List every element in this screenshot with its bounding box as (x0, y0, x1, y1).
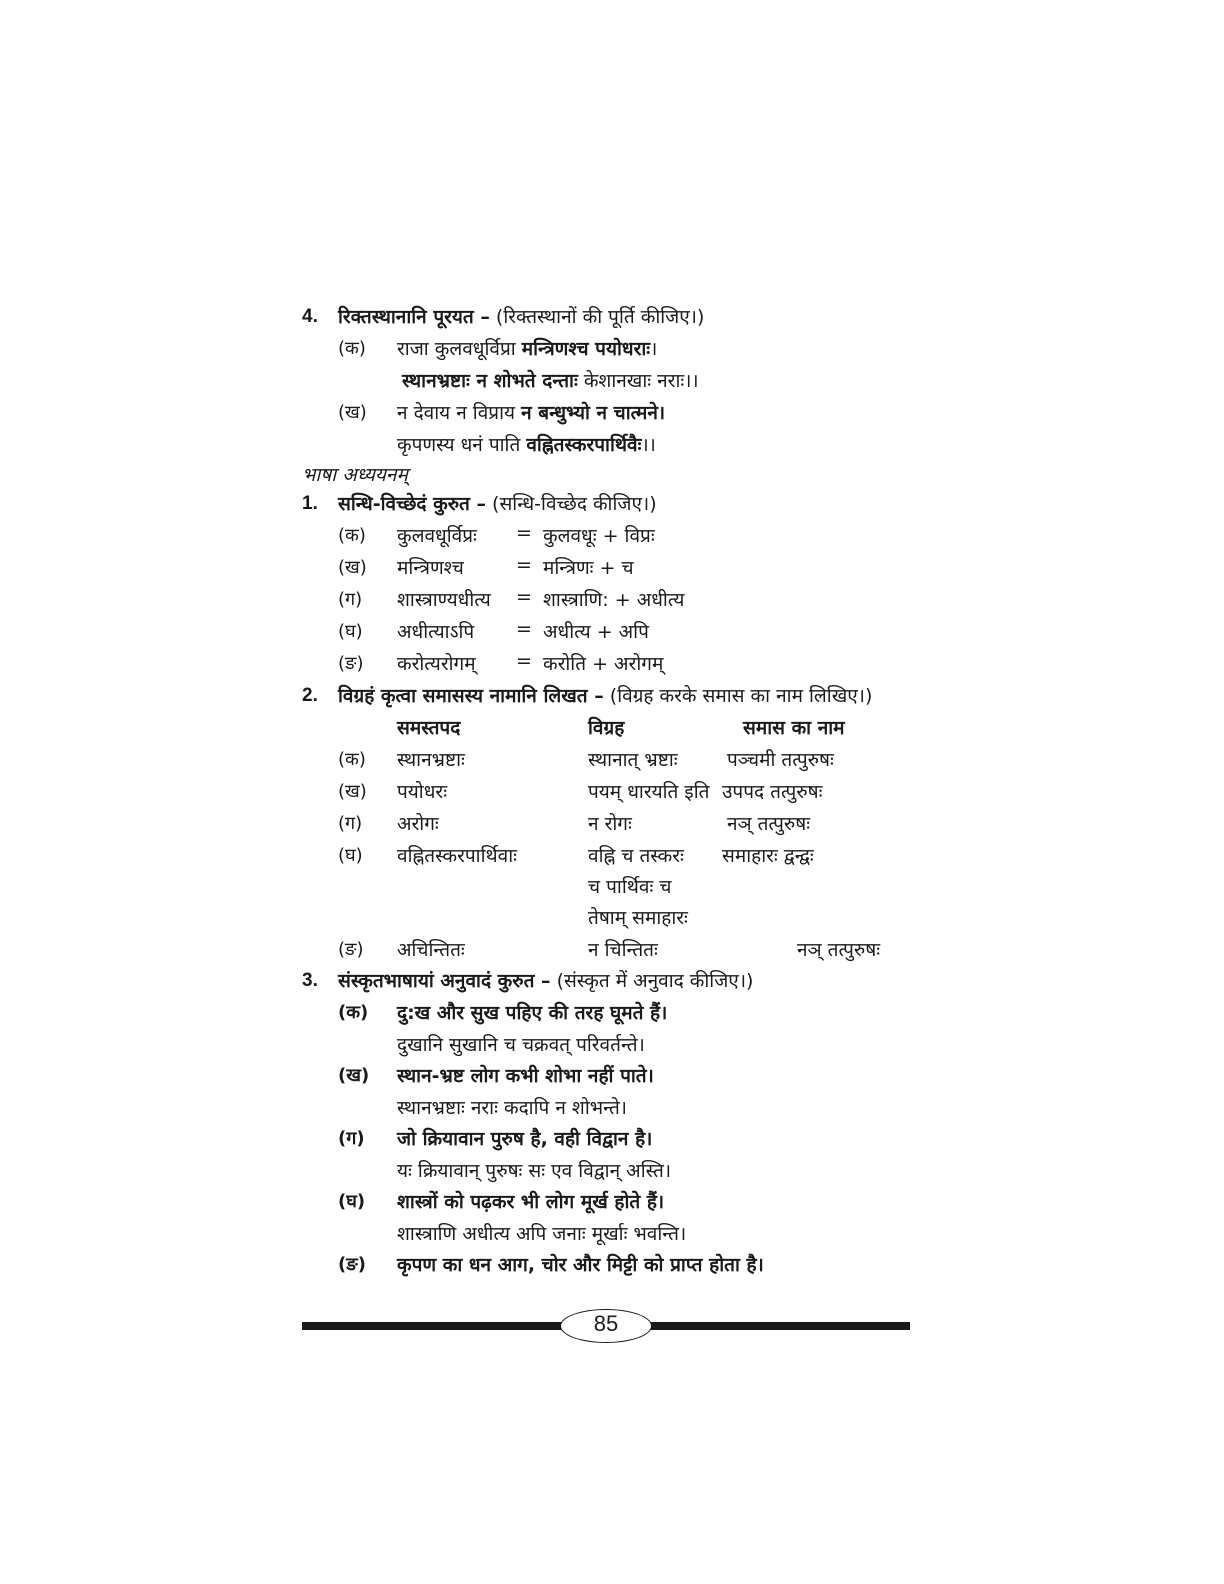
equals-sign: = (516, 650, 532, 672)
sandhi-word: मन्त्रिणश्च (397, 557, 464, 579)
vigraha: न चिन्तितः (588, 939, 658, 961)
item-label: (ख) (338, 402, 367, 423)
equals-sign: = (516, 554, 532, 576)
item-label: (ख) (338, 557, 367, 578)
item-label: (ङ) (338, 939, 364, 960)
question-heading (338, 303, 704, 329)
sandhi-word: शास्त्राण्यधीत्य (397, 589, 491, 611)
verse-text: केशानखाः नराः।। (577, 370, 699, 392)
samasa-name: नञ् तत्पुरुषः (797, 939, 881, 961)
translation-question: दु:ख और सुख पहिए की तरह घूमते हैं। (397, 1002, 668, 1024)
column-header: समास का नाम (743, 717, 845, 739)
equals-sign: = (516, 618, 532, 640)
verse-fill: मन्त्रिणश्च पयोधराः (521, 338, 651, 360)
sandhi-word: करोत्यरोगम् (397, 653, 476, 675)
translation-answer: यः क्रियावान् पुरुषः सः एव विद्वान् अस्ति। (397, 1160, 672, 1182)
item-label: (ग) (338, 589, 363, 610)
question-title: रिक्तस्थानानि पूरयत – (338, 306, 490, 328)
verse-line (402, 367, 699, 393)
question-hint: (विग्रह करके समास का नाम लिखिए।) (609, 685, 873, 707)
vigraha: न रोगः (588, 813, 632, 835)
page-number: 85 (593, 1311, 619, 1336)
equals-sign: = (516, 586, 532, 608)
verse-text: न देवाय न विप्राय (397, 402, 522, 424)
item-label: (ग) (338, 1128, 365, 1149)
translation-question: जो क्रियावान पुरुष है, वही विद्वान है। (397, 1128, 653, 1150)
question-hint: (संस्कृत में अनुवाद कीजिए।) (556, 970, 754, 992)
vigraha: स्थानात् भ्रष्टाः (588, 749, 678, 771)
samasa-name: उपपद तत्पुरुषः (722, 781, 823, 803)
item-label: (घ) (338, 621, 363, 642)
samasa-name: नञ् तत्पुरुषः (727, 813, 811, 835)
samasta-pada: अरोगः (397, 813, 439, 835)
question-heading (338, 682, 872, 708)
translation-answer: शास्त्राणि अधीत्य अपि जनाः मूर्खाः भवन्ति। (397, 1223, 687, 1245)
item-label: (ग) (338, 813, 363, 834)
sandhi-split: करोति + अरोगम् (543, 653, 664, 675)
verse-fill: वह्नितस्करपार्थिवैः (526, 434, 642, 456)
vigraha: तेषाम् समाहारः (588, 907, 688, 929)
verse-text: राजा कुलवधूर्विप्रा (397, 338, 522, 360)
question-title: संस्कृतभाषायां अनुवादं कुरुत – (338, 970, 551, 992)
verse-text: कृपणस्य धनं पाति (397, 434, 527, 456)
column-header: समस्तपद (397, 717, 461, 739)
vigraha: वह्नि च तस्करः (588, 845, 684, 867)
translation-question: स्थान-भ्रष्ट लोग कभी शोभा नहीं पाते। (397, 1065, 654, 1087)
item-label: (घ) (338, 845, 363, 866)
translation-question: शास्त्रों को पढ़कर भी लोग मूर्ख होते हैं। (397, 1191, 665, 1213)
question-title: विग्रहं कृत्वा समासस्य नामानि लिखत – (338, 685, 604, 707)
verse-line (397, 431, 656, 457)
question-number: 1. (302, 493, 318, 514)
item-label: (क) (338, 1002, 369, 1023)
footer-rule-left (302, 1322, 562, 1330)
samasta-pada: वह्नितस्करपार्थिवाः (397, 845, 517, 867)
equals-sign: = (516, 522, 532, 544)
translation-answer: दुखानि सुखानि च चक्रवत् परिवर्तन्ते। (397, 1034, 645, 1056)
verse-text: । (650, 338, 658, 360)
sandhi-word: कुलवधूर्विप्रः (397, 525, 477, 547)
question-number: 4. (302, 306, 318, 327)
item-label: (ख) (338, 1065, 370, 1086)
verse-fill: न बन्धुभ्यो न चात्मने। (521, 402, 666, 424)
verse-line (397, 335, 657, 361)
samasa-name: समाहारः द्वन्द्वः (722, 845, 814, 867)
item-label: (ङ) (338, 653, 364, 674)
section-heading: भाषा अध्ययनम् (302, 464, 408, 486)
question-heading (338, 967, 753, 993)
item-label: (क) (338, 338, 366, 359)
question-number: 3. (302, 970, 318, 991)
verse-line (397, 399, 665, 425)
sandhi-split: अधीत्य + अपि (543, 621, 649, 643)
item-label: (क) (338, 525, 366, 546)
sandhi-split: मन्त्रिणः + च (543, 557, 634, 579)
question-number: 2. (302, 685, 318, 706)
item-label: (ङ) (338, 1254, 366, 1275)
verse-text: ।। (641, 434, 656, 456)
question-title: सन्धि-विच्छेदं कुरुत – (338, 493, 486, 515)
item-label: (घ) (338, 1191, 366, 1212)
samasa-name: पञ्चमी तत्पुरुषः (727, 749, 834, 771)
sandhi-split: शास्त्राणि: + अधीत्य (543, 589, 685, 611)
footer-rule-right (648, 1322, 910, 1330)
translation-answer: स्थानभ्रष्टाः नराः कदापि न शोभन्ते। (397, 1097, 628, 1119)
question-heading (338, 490, 657, 516)
column-header: विग्रह (588, 717, 625, 739)
samasta-pada: अचिन्तितः (397, 939, 465, 961)
item-label: (ख) (338, 781, 367, 802)
sandhi-word: अधीत्याऽपि (397, 621, 475, 643)
sandhi-split: कुलवधूः + विप्रः (543, 525, 655, 547)
question-hint: (सन्धि-विच्छेद कीजिए।) (492, 493, 657, 515)
item-label: (क) (338, 749, 366, 770)
vigraha: च पार्थिवः च (588, 876, 672, 898)
question-hint: (रिक्तस्थानों की पूर्ति कीजिए।) (495, 306, 705, 328)
samasta-pada: पयोधरः (397, 781, 448, 803)
vigraha: पयम् धारयति इति (588, 781, 710, 803)
translation-question: कृपण का धन आग, चोर और मिट्टी को प्राप्त होता है। (397, 1254, 764, 1276)
samasta-pada: स्थानभ्रष्टाः (397, 749, 465, 771)
verse-fill: स्थानभ्रष्टाः न शोभते दन्ताः (402, 370, 578, 392)
